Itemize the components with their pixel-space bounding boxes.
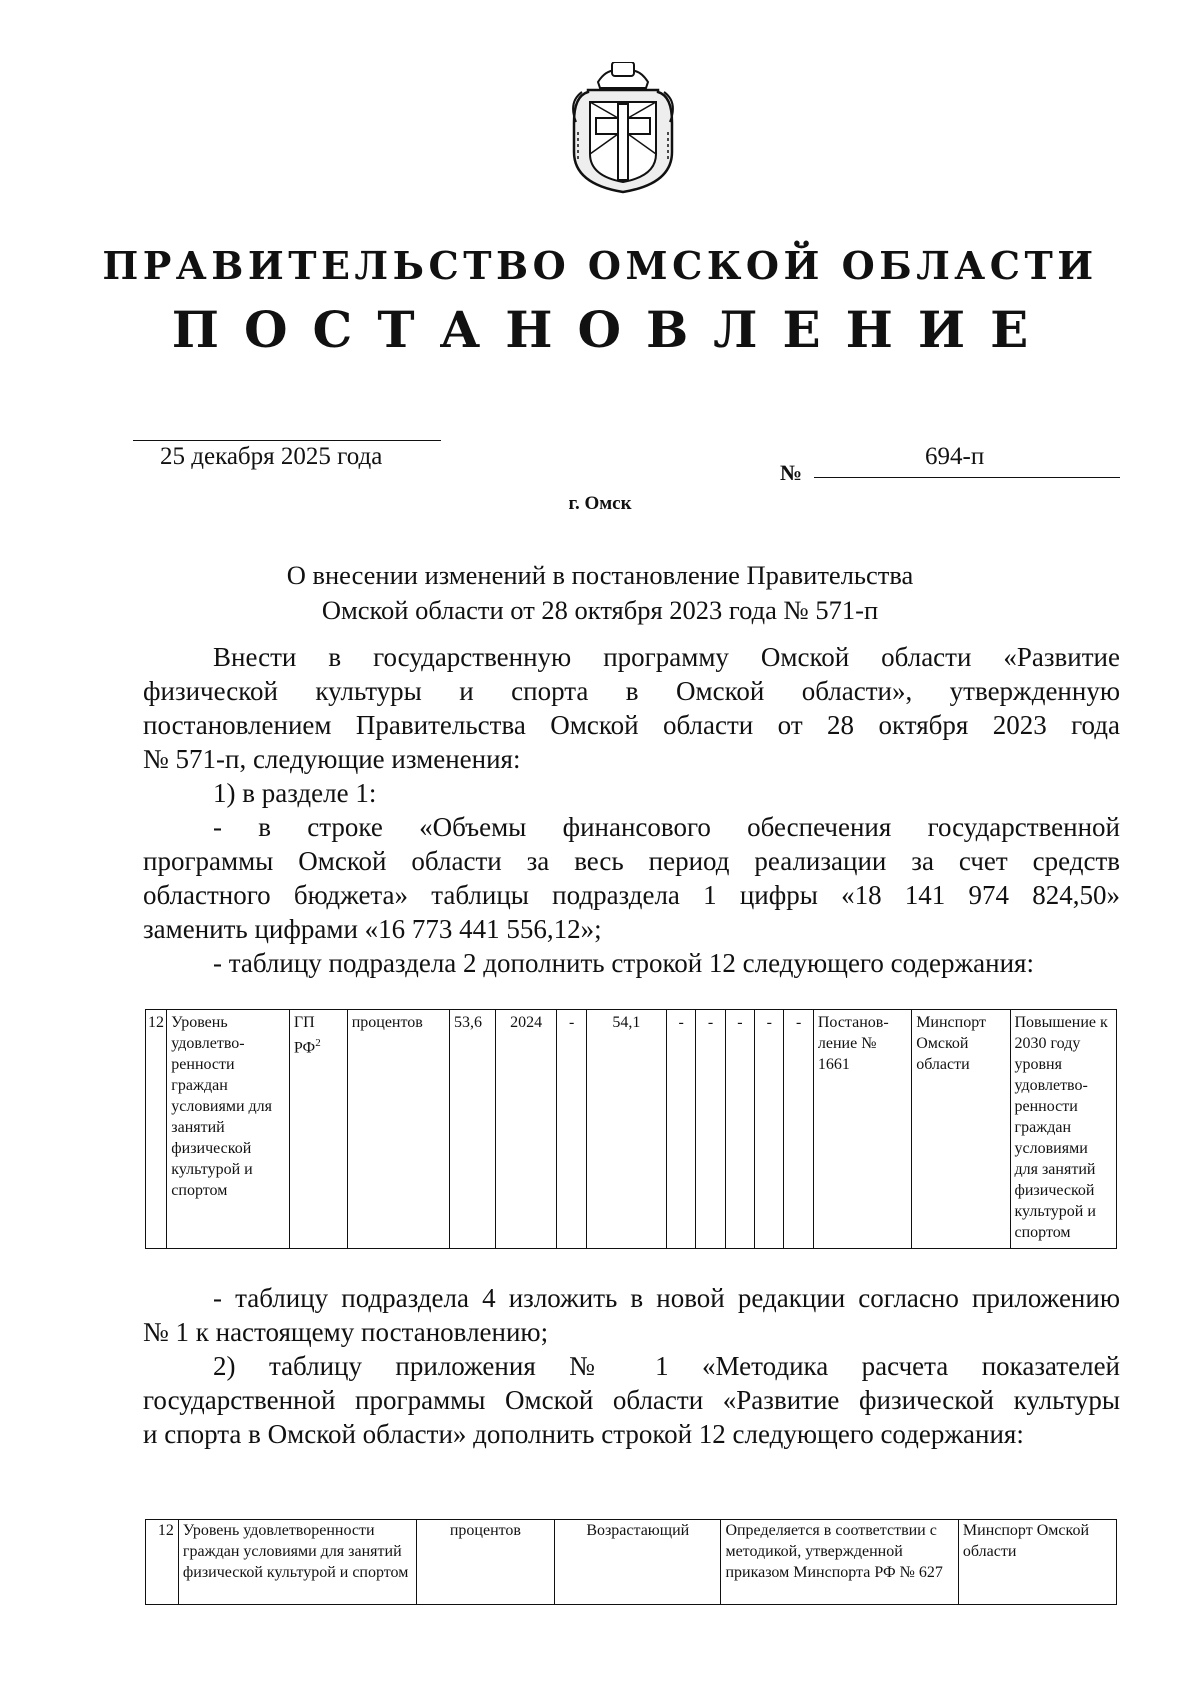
text-line: программы Омской области за весь период реализации за счет средств — [143, 846, 1120, 876]
text-line: заменить цифрами «16 773 441 556,12»; — [143, 914, 602, 944]
document-number: 694-п — [925, 443, 985, 470]
table-cell: процентов — [347, 1010, 449, 1249]
table-cell: - — [755, 1010, 784, 1249]
text-line: 1) в разделе 1: — [213, 778, 377, 808]
table-cell: процентов — [416, 1520, 554, 1605]
number-sign: № — [780, 460, 803, 485]
table-cell — [289, 1010, 347, 1249]
subject-line: Омской области от 28 октября 2023 года № 571-п — [321, 595, 879, 625]
level-superscript: 2 — [315, 1037, 321, 1049]
table-cell: - — [666, 1010, 695, 1249]
table-cell: - — [557, 1010, 586, 1249]
table-cell: 54,1 — [586, 1010, 666, 1249]
document-date: 25 декабря 2025 года — [160, 443, 383, 470]
text-line: областного бюджета» таблицы подраздела 1 цифры «18 141 974 824,50» — [143, 880, 1120, 910]
indicators-table — [145, 1009, 1117, 1249]
number-underline — [814, 477, 1120, 478]
table-cell: Уровень удовлетво-ренности граждан условиями для занятий физической культурой и спортом — [167, 1010, 290, 1249]
methodology-table — [145, 1519, 1117, 1605]
text-line: - в строке «Объемы финансового обеспечения государственной — [213, 812, 1120, 842]
subject-line: О внесении изменений в постановление Правительства — [286, 560, 914, 590]
document-subject — [0, 558, 1200, 628]
table-cell: 2024 — [495, 1010, 557, 1249]
table-cell: Определяется в соответствии с методикой, утвержденной приказом Минспорта РФ № 627 — [721, 1520, 958, 1605]
paragraph-changes — [143, 1281, 1120, 1451]
table-cell: Постанов-ление № 1661 — [813, 1010, 911, 1249]
government-title: ПРАВИТЕЛЬСТВО ОМСКОЙ ОБЛАСТИ — [102, 243, 1098, 288]
table-cell: 53,6 — [450, 1010, 496, 1249]
text-line: физической культуры и спорта в Омской области», утвержденную — [143, 676, 1120, 706]
table-cell: Уровень удовлетворенности граждан условиями для занятий физической культурой и спортом — [178, 1520, 416, 1605]
level-text: ГП РФ — [293, 1014, 316, 1057]
text-line: 2) таблицу приложения № 1 «Методика расчета показателей — [213, 1351, 1120, 1381]
table-cell: 12 — [146, 1010, 167, 1249]
text-line: - таблицу подраздела 2 дополнить строкой 12 следующего содержания: — [213, 948, 1034, 978]
text-line: Внести в государственную программу Омской области «Развитие — [213, 642, 1120, 672]
table-cell: Возрастающий — [555, 1520, 721, 1605]
table-cell: Минспорт Омской области — [912, 1010, 1010, 1249]
text-line: - таблицу подраздела 4 изложить в новой редакции согласно приложению — [213, 1283, 1120, 1313]
table-cell: Повышение к 2030 году уровня удовлетво-ренности граждан условиями для занятий физической культурой и спортом — [1010, 1010, 1117, 1249]
table-cell: - — [784, 1010, 813, 1249]
table-cell: Минспорт Омской области — [958, 1520, 1116, 1605]
coat-of-arms-icon — [568, 62, 678, 194]
text-line: № 1 к настоящему постановлению; — [143, 1317, 549, 1347]
city: г. Омск — [568, 493, 632, 514]
paragraph-intro — [143, 640, 1120, 980]
text-line: государственной программы Омской области «Развитие физической культуры — [143, 1385, 1120, 1415]
text-line: и спорта в Омской области» дополнить строкой 12 следующего содержания: — [143, 1419, 1024, 1449]
table-row — [146, 1520, 1117, 1605]
document-type: ПОСТАНОВЛЕНИЕ — [171, 300, 1054, 359]
table-cell: 12 — [146, 1520, 179, 1605]
table-cell: - — [696, 1010, 725, 1249]
date-underline — [133, 440, 441, 441]
table-cell: - — [725, 1010, 754, 1249]
table-row — [146, 1010, 1117, 1249]
text-line: постановлением Правительства Омской области от 28 октября 2023 года — [143, 710, 1120, 740]
text-line: № 571-п, следующие изменения: — [143, 744, 521, 774]
